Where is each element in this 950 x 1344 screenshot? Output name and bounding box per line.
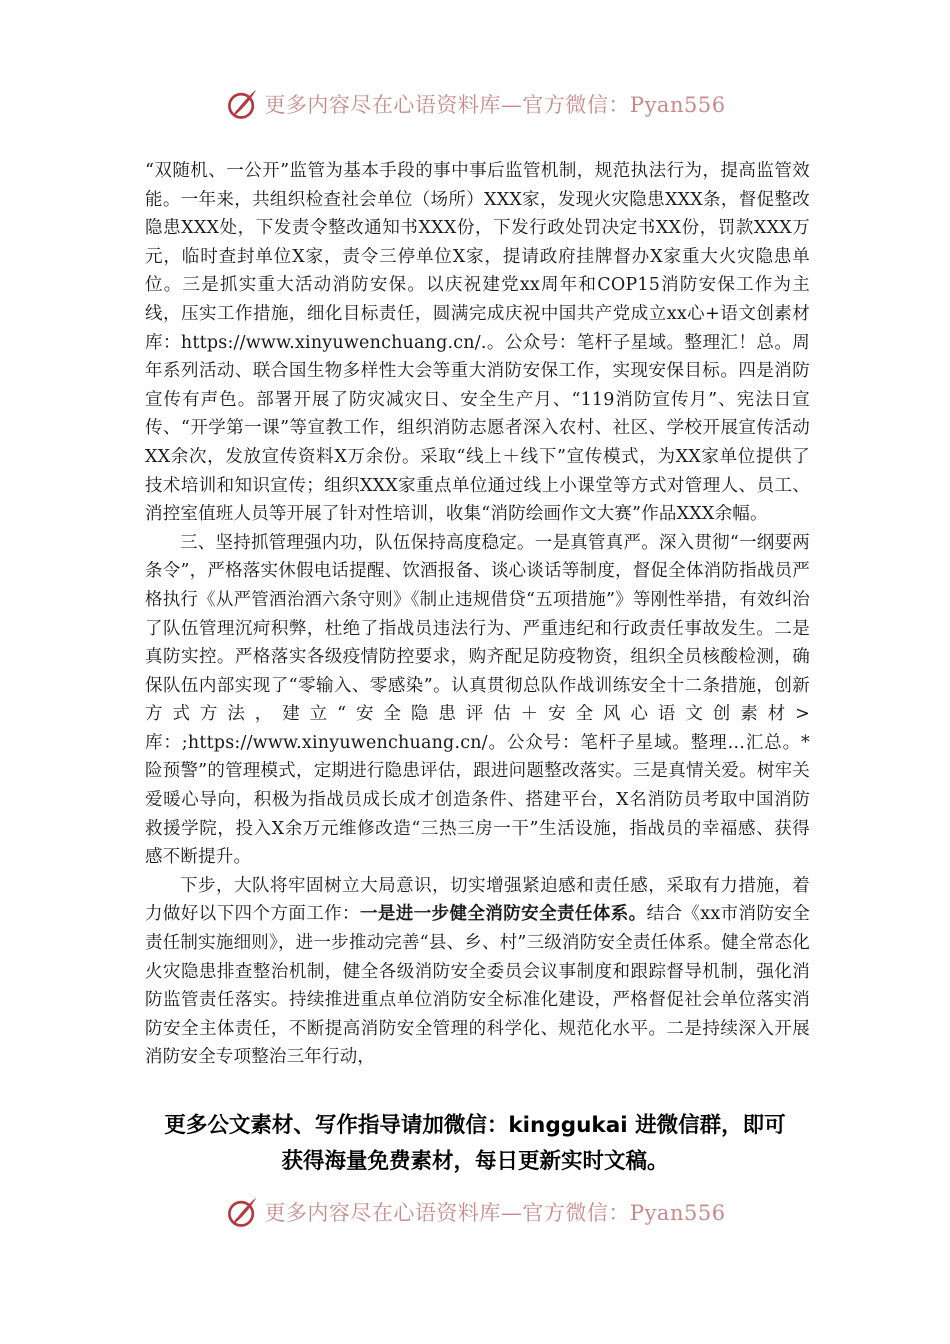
paragraph-2: 三、坚持抓管理强内功，队伍保持高度稳定。一是真管真严。深入贯彻“一纲要两条令”，严格落实休假电话提醒、饮酒报备、谈心谈话等制度，督促全体消防指战员严格执行《从严管酒治酒六条守则》《制止违规借贷“五项措施”》等刚性举措，有效纠治了队伍管理沉疴积弊，杜绝了指战员违法行为、严重违纪和行政责任事故发生。二是真防实控。严格落实各级疫情防控要求，购齐配足防疫物资，组织全员核酸检测，确保队伍内部实现了“零输入、零感染”。认真贯彻总队作战训练安全十二条措施，创新方式方法，建立“安全隐患评估＋安全风心语文创素材>库：;https://www.xinyuwenchuang.cn/。公众号：笔杆子星域。整理…汇总。*险预警”的管理模式，定期进行隐患评估，跟进问题整改落实。三是真情关爱。树牢关爱暖心导向，积极为指战员成长成才创造条件、搭建平台，X名消防员考取中国消防救援学院，投入X余万元维修改造“三热三房一干”生活设施，指战员的幸福感、获得感不断提升。 <box>145 532 810 868</box>
paragraph-3-bold-heading: 一是进一步健全消防安全责任体系。 <box>359 904 647 925</box>
paragraph-1: “双随机、一公开”监管为基本手段的事中事后监管机制，规范执法行为，提高监管效能。一年来，共组织检查社会单位（场所）XXX家，发现火灾隐患XXX条，督促整改隐患XXX处，下发责令整改通知书XXX份，下发行政处罚决定书XX份，罚款XXX万元，临时查封单位X家，责令三停单位X家，提请政府挂牌督办X家重大火灾隐患单位。三是抓实重大活动消防安保。以庆祝建党xx周年和COP15消防安保工作为主线，压实工作措施，细化目标责任，圆满完成庆祝中国共产党成立xx心+语文创素材库：https://www.xinyuwenchuang.cn/.。公众号：笔杆子星域。整理汇！总。周年系列活动、联合国生物多样性大会等重大消防安保工作，实现安保目标。四是消防宣传有声色。部署开展了防灾减灾日、安全生产月、“119消防宣传月”、宪法日宣传、“开学第一课”等宣教工作，组织消防志愿者深入农村、社区、学校开展宣传活动XX余次，发放宣传资料X万余份。采取“线上＋线下”宣传模式，为XX家单位提供了技术培训和知识宣传；组织XXX家重点单位通过线上小课堂等方式对管理人、员工、消控室值班人员等开展了针对性培训，收集“消防绘画作文大赛”作品XXX余幅。 <box>145 161 810 525</box>
document-body <box>145 157 810 1072</box>
banner-text: 更多内容尽在心语资料库—官方微信：Pyan556 <box>264 1201 726 1225</box>
header-watermark-banner <box>0 82 950 126</box>
banner-text: 更多内容尽在心语资料库—官方微信：Pyan556 <box>264 93 726 117</box>
promo-notice <box>0 1108 950 1180</box>
quill-pen-logo-icon <box>224 1194 260 1230</box>
footer-watermark-banner <box>0 1190 950 1234</box>
quill-pen-logo-icon <box>224 86 260 122</box>
promo-line-2: 获得海量免费素材，每日更新实时文稿。 <box>281 1149 669 1174</box>
paragraph-3 <box>145 872 810 1072</box>
paragraph-3-rest: 结合《xx市消防安全责任制实施细则》，进一步推动完善“县、乡、村”三级消防安全责任体系。健全常态化火灾隐患排查整治机制，健全各级消防安全委员会议事制度和跟踪督导机制，强化消防监管责任落实。持续推进重点单位消防安全标准化建设，严格督促社会单位落实消防安全主体责任，不断提高消防安全管理的科学化、规范化水平。二是持续深入开展消防安全专项整治三年行动， <box>145 904 810 1068</box>
promo-line-1: 更多公文素材、写作指导请加微信：kinggukai 进微信群，即可 <box>164 1113 786 1138</box>
paragraph-3-lead: 下步，大队将牢固树立大局意识，切实增强紧迫感和责任感，采取有力措施，着力做好以下四个方面工作： <box>145 875 810 925</box>
